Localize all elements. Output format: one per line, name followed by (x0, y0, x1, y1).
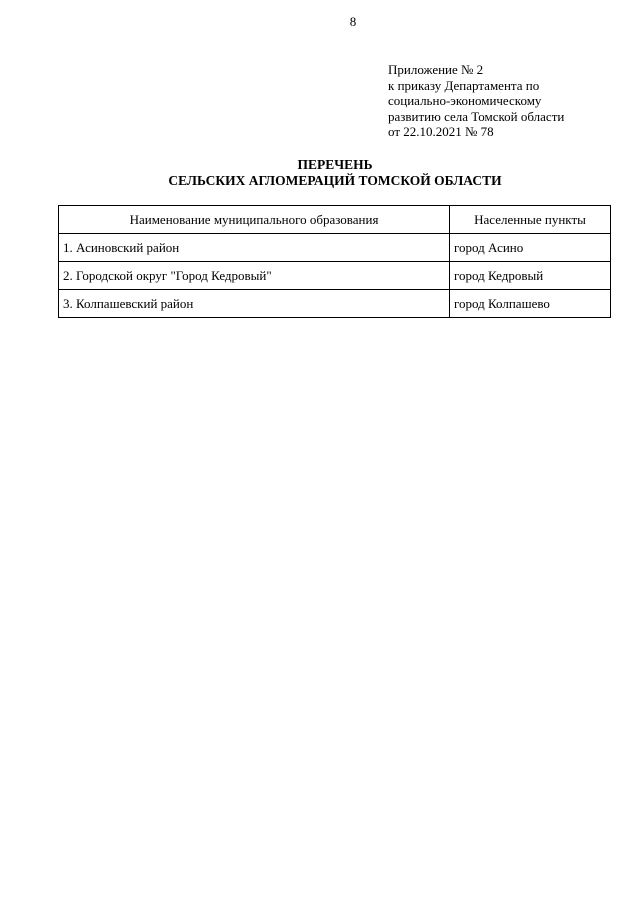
appendix-line: к приказу Департамента по (388, 77, 540, 93)
table-row (59, 234, 611, 262)
agglomerations-table (58, 205, 611, 318)
appendix-note (388, 62, 564, 140)
table-row (59, 262, 611, 290)
column-header-settlements: Населенные пункты (450, 206, 611, 234)
settlement-cell: город Кедровый (450, 262, 611, 290)
settlement-cell: город Асино (450, 234, 611, 262)
table-header-row (59, 206, 611, 234)
settlement-cell: город Колпашево (450, 290, 611, 318)
appendix-line: развитию села Томской области (388, 108, 565, 124)
appendix-line: от 22.10.2021 № 78 (388, 124, 494, 139)
municipality-cell: 1. Асиновский район (59, 234, 450, 262)
document-title (60, 157, 610, 189)
column-header-municipality: Наименование муниципального образования (59, 206, 450, 234)
municipality-cell: 3. Колпашевский район (59, 290, 450, 318)
title-line-2: СЕЛЬСКИХ АГЛОМЕРАЦИЙ ТОМСКОЙ ОБЛАСТИ (168, 173, 502, 188)
appendix-line: социально-экономическому (388, 93, 542, 108)
page-number: 8 (349, 14, 357, 29)
appendix-line: Приложение № 2 (388, 62, 484, 77)
municipality-cell: 2. Городской округ "Город Кедровый" (59, 262, 450, 290)
title-line-1: ПЕРЕЧЕНЬ (297, 157, 373, 172)
table-row (59, 290, 611, 318)
